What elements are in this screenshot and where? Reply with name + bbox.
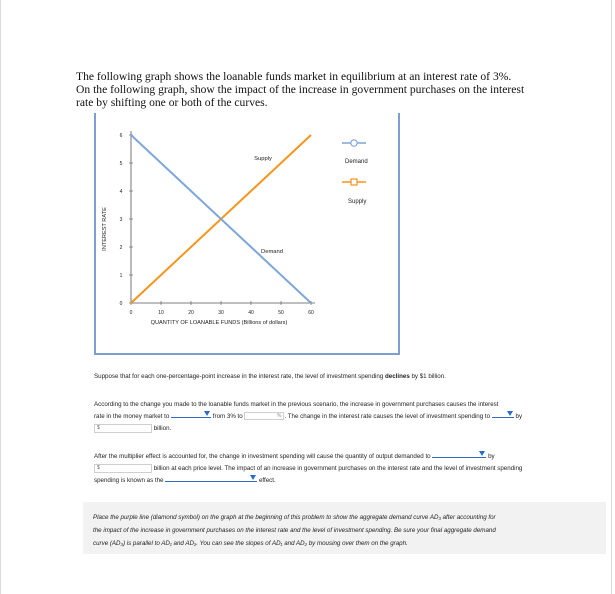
chevron-down-icon — [479, 451, 485, 456]
demand-curve-label: Demand — [261, 249, 283, 256]
legend-supply-label[interactable]: Supply — [348, 199, 367, 205]
output-change-input[interactable]: $ — [94, 464, 152, 473]
loanable-funds-chart[interactable] — [96, 113, 402, 355]
y-tick-label: 3 — [119, 217, 123, 223]
x-axis-label: QUANTITY OF LOANABLE FUNDS (Billions of dollars) — [150, 320, 288, 326]
chevron-down-icon — [250, 475, 256, 480]
investment-direction-dropdown[interactable] — [492, 412, 514, 418]
y-tick-label: 6 — [119, 133, 123, 139]
intro-text — [76, 70, 546, 109]
y-tick-label: 1 — [119, 273, 123, 279]
chevron-down-icon — [204, 411, 210, 416]
investment-change-input[interactable]: $ — [94, 424, 152, 433]
intro-line-1: The following graph shows the loanable funds market in equilibrium at an interest rate of 3%. — [76, 70, 512, 83]
legend-demand-icon[interactable] — [342, 140, 366, 146]
paragraph-investment: Suppose that for each one-percentage-point increase in the interest rate, the level of investment spending declines by $1 billion. — [94, 373, 446, 380]
y-tick-label: 0 — [119, 301, 123, 307]
y-tick-label: 2 — [119, 245, 123, 251]
new-interest-rate-input[interactable]: % — [244, 412, 284, 420]
y-axis-label: INTEREST RATE — [102, 207, 108, 251]
intro-line-3: rate by shifting one or both of the curves. — [76, 96, 268, 109]
emphasis-declines: declines — [385, 373, 410, 380]
y-tick-label: 4 — [119, 189, 123, 195]
x-tick-label: 30 — [218, 310, 224, 316]
legend-demand-label[interactable]: Demand — [345, 159, 368, 165]
instructions-text: Place the purple line (diamond symbol) on the graph at the beginning of this problem to show the aggregate demand curve AD₃ after accounting for the impact of the increase in government purchases on the interest rate and the level of investment spending. Be sure your final aggregate demand curve (AD₃) is parallel to AD₁ and AD₂. You can see the slopes of AD₁ and AD₂ by mousing over them on the graph. — [93, 514, 496, 547]
paragraph-multiplier: After the multiplier effect is accounted for, the change in investment spending will cause the quantity of output demanded to by $ billion at each price level. The impact of an increase in government purchases on the interest rate and the level of investment spending spending is known as the effect. — [94, 453, 523, 484]
intro-line-2: On the following graph, show the impact of the increase in government purchases on the interest — [76, 83, 525, 96]
x-tick-label: 50 — [278, 310, 284, 316]
chevron-down-icon — [507, 411, 513, 416]
paragraph-money-market: According to the change you made to the loanable funds market in the previous scenario, the increase in government purchases causes the interest rate in the money market to from 3% to % . The change in the interest rate causes the level of investment spending to by $ billion. — [94, 401, 523, 432]
interest-rate-direction-dropdown[interactable] — [171, 412, 211, 418]
x-tick-label: 20 — [188, 310, 194, 316]
x-tick-label: 0 — [129, 310, 133, 316]
effect-name-dropdown[interactable] — [165, 476, 257, 482]
y-tick-label: 5 — [119, 161, 123, 167]
legend-supply-icon[interactable] — [342, 179, 366, 185]
x-tick-label: 60 — [308, 310, 314, 316]
graph-panel[interactable] — [94, 113, 400, 355]
supply-curve-label: Supply — [254, 156, 272, 163]
output-direction-dropdown[interactable] — [432, 452, 486, 458]
x-tick-label: 10 — [158, 310, 164, 316]
x-tick-label: 40 — [248, 310, 254, 316]
